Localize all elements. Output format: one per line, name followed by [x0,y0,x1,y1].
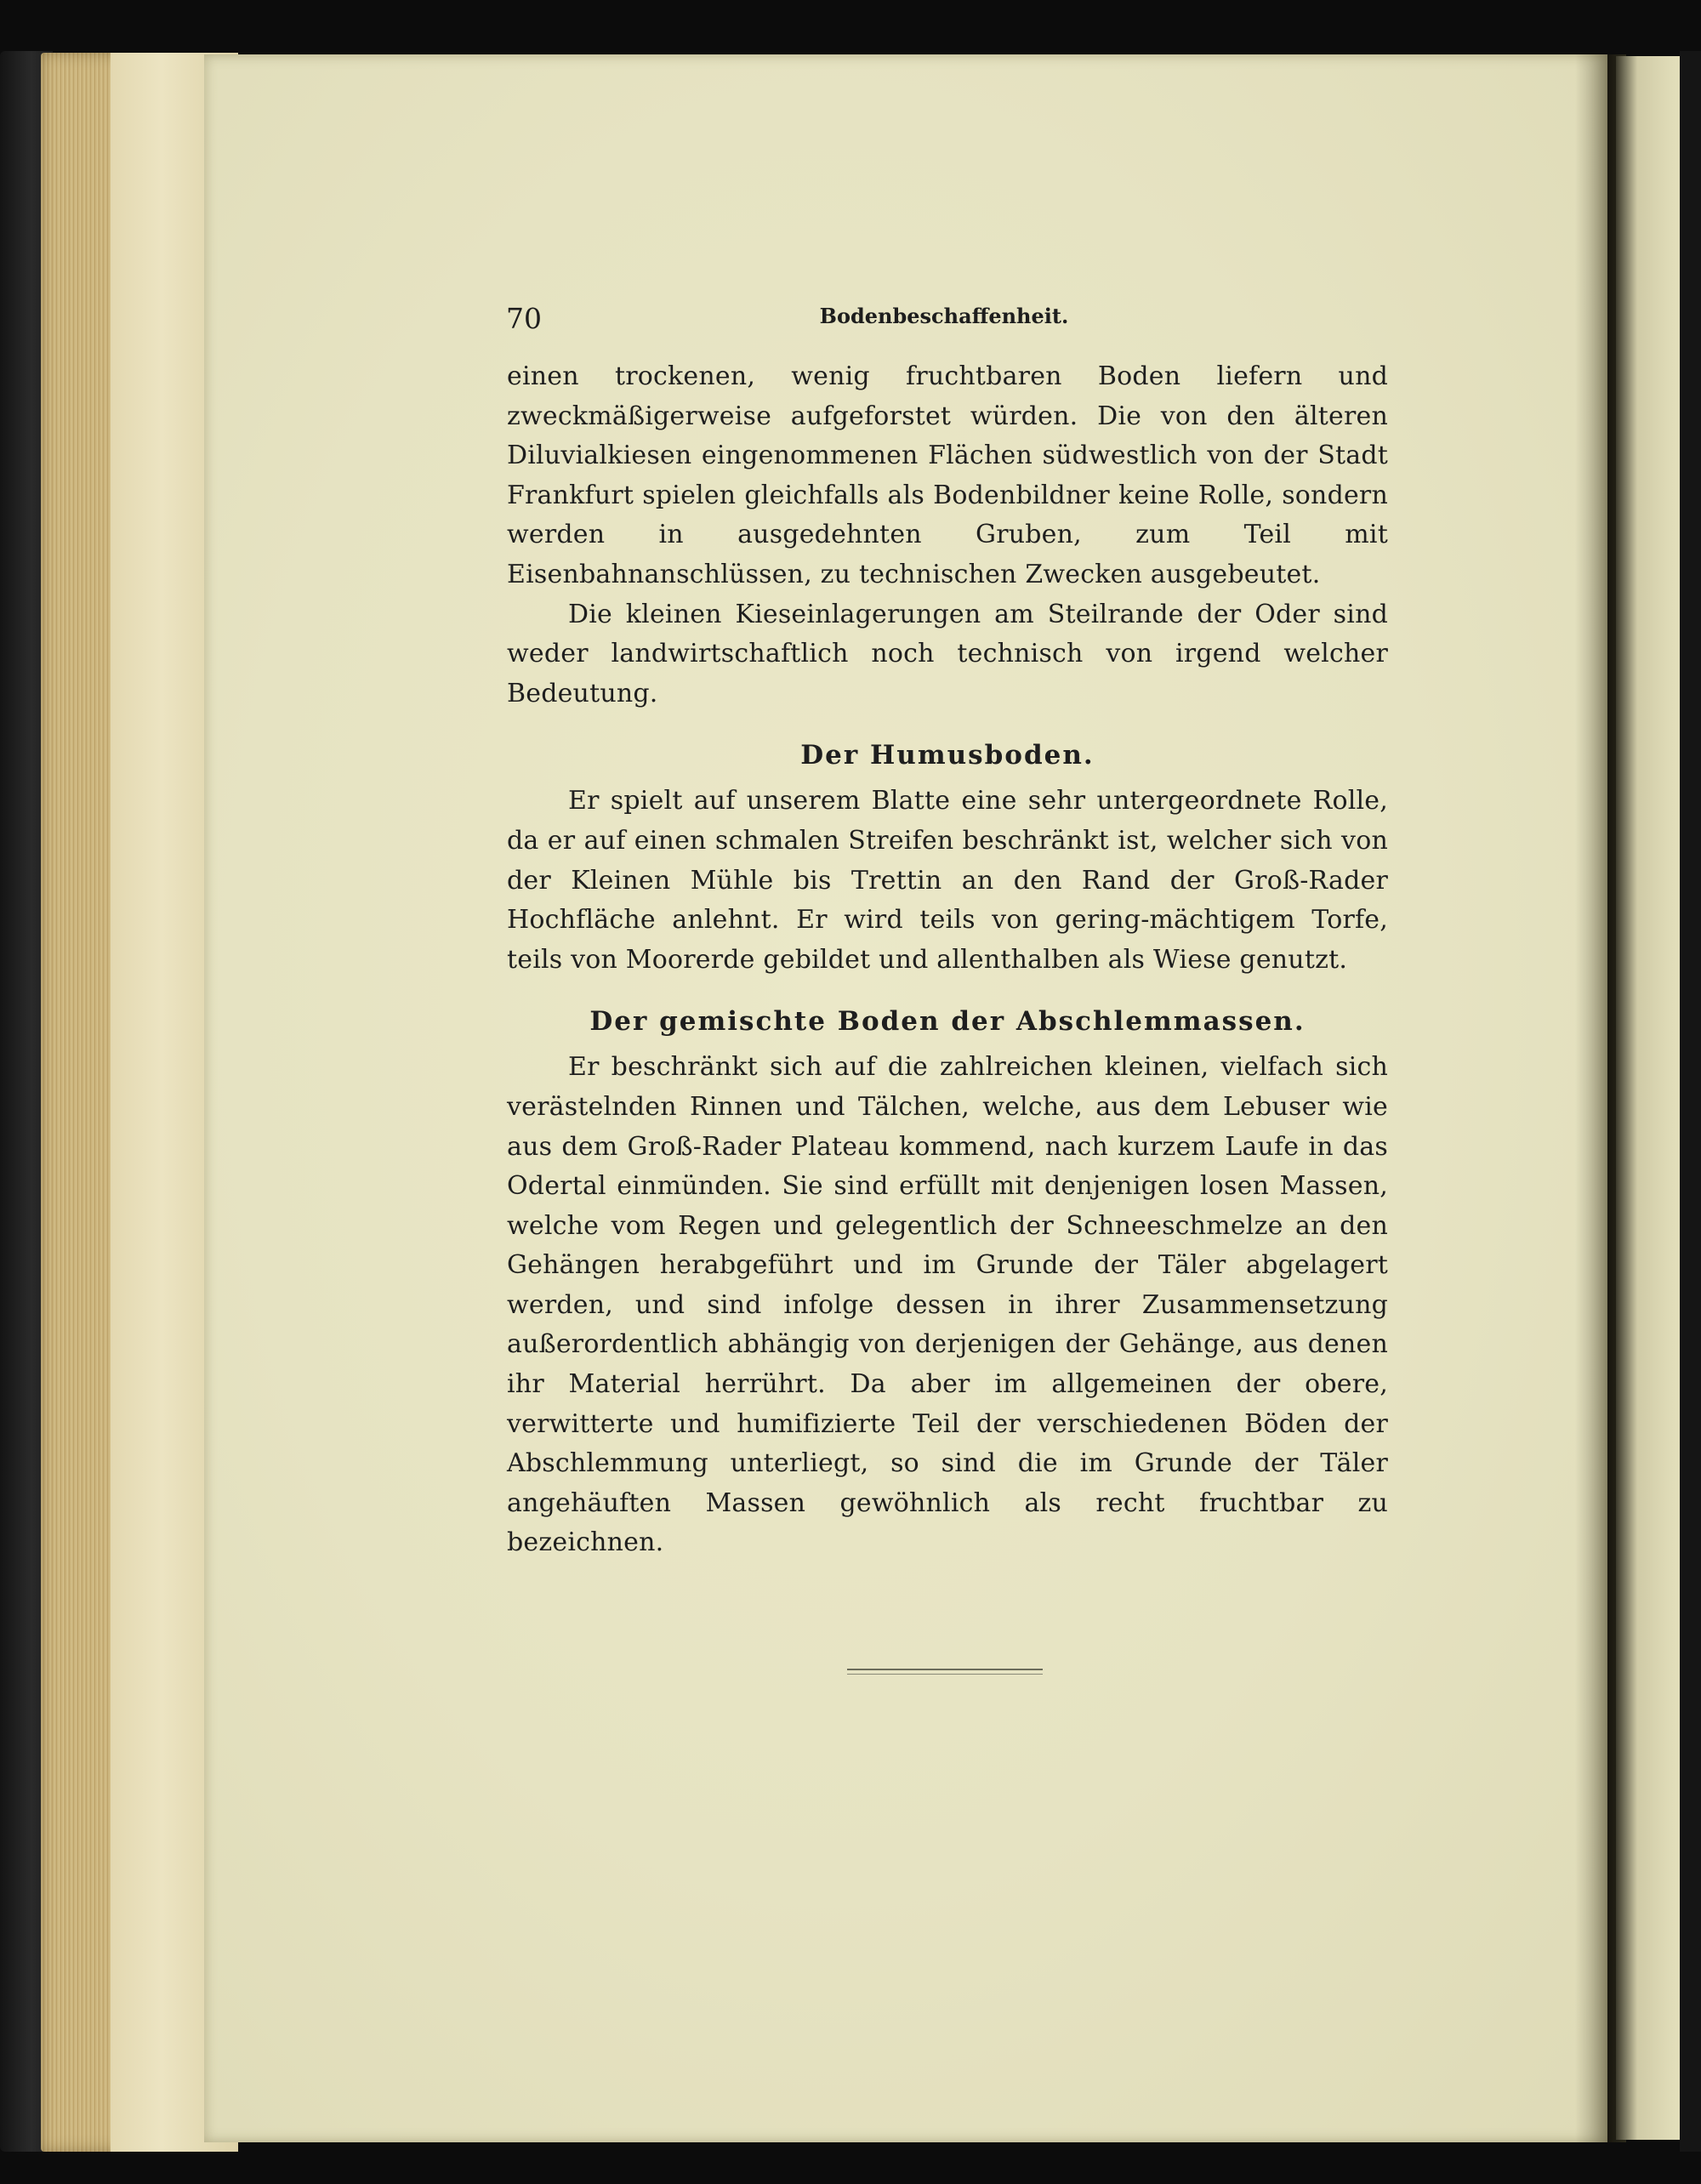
running-head: Bodenbeschaffenheit. [819,304,1069,328]
paragraph-kieseinlagerungen: Die kleinen Kieseinlagerungen am Steilrande der Oder sind weder landwirtschaftlich noch technisch von irgend welcher Bedeutung. [507,599,1388,708]
paragraph-abschlemmassen: Er beschränkt sich auf die zahlreichen kleinen, vielfach sich verästelnden Rinnen und Tälchen, welche, aus dem Lebuser wie aus dem Groß-Rader Plateau kommend, nach kurzem Laufe in das Odertal einmünden. Sie sind erfüllt mit denjenigen losen Massen, welche vom Regen und gelegentlich der Schneeschmelze an den Gehängen herabgeführt und im Grunde der Täler abgelagert werden, und sind infolge dessen in ihrer Zusammensetzung außerordentlich abhängig von derjenigen der Gehänge, aus denen ihr Material herrührt. Da aber im allgemeinen der obere, verwitterte und humifizierte Teil der verschiedenen Böden der Abschlemmung unterliegt, so sind die im Grunde der Täler angehäuften Massen gewöhnlich als recht fruchtbar zu bezeichnen. [507,1052,1388,1558]
book-cover-right [1680,51,1701,2152]
paragraph-humusboden: Er spielt auf unserem Blatte eine sehr untergeordnete Rolle, da er auf einen schmalen Streifen beschränkt ist, welcher sich von der Kleinen Mühle bis Trettin an den Rand der Groß-Rader Hochfläche anlehnt. Er wird teils von gering-mächtigem Torfe, teils von Moorerde gebildet und allenthalben als Wiese genutzt. [507,786,1388,975]
text-block [507,357,1388,1563]
heading-humusboden: Der Humusboden. [800,740,1095,771]
heading-abschlemmassen: Der gemischte Boden der Abschlemmassen. [589,1006,1306,1038]
section-end-rule [847,1669,1043,1675]
page-number: 70 [506,302,542,335]
paragraph-continued: einen trockenen, wenig fruchtbaren Boden liefern und zweckmäßigerweise aufgeforstet würden. Die von den älteren Diluvialkiesen eingenommenen Flächen südwestlich von der Stadt Frankfurt spielen gleichfalls als Bodenbildner keine Rolle, sondern werden in ausgedehnten Gruben, zum Teil mit Eisenbahnanschlüssen, zu technischen Zwecken ausgebeutet. [507,361,1388,589]
